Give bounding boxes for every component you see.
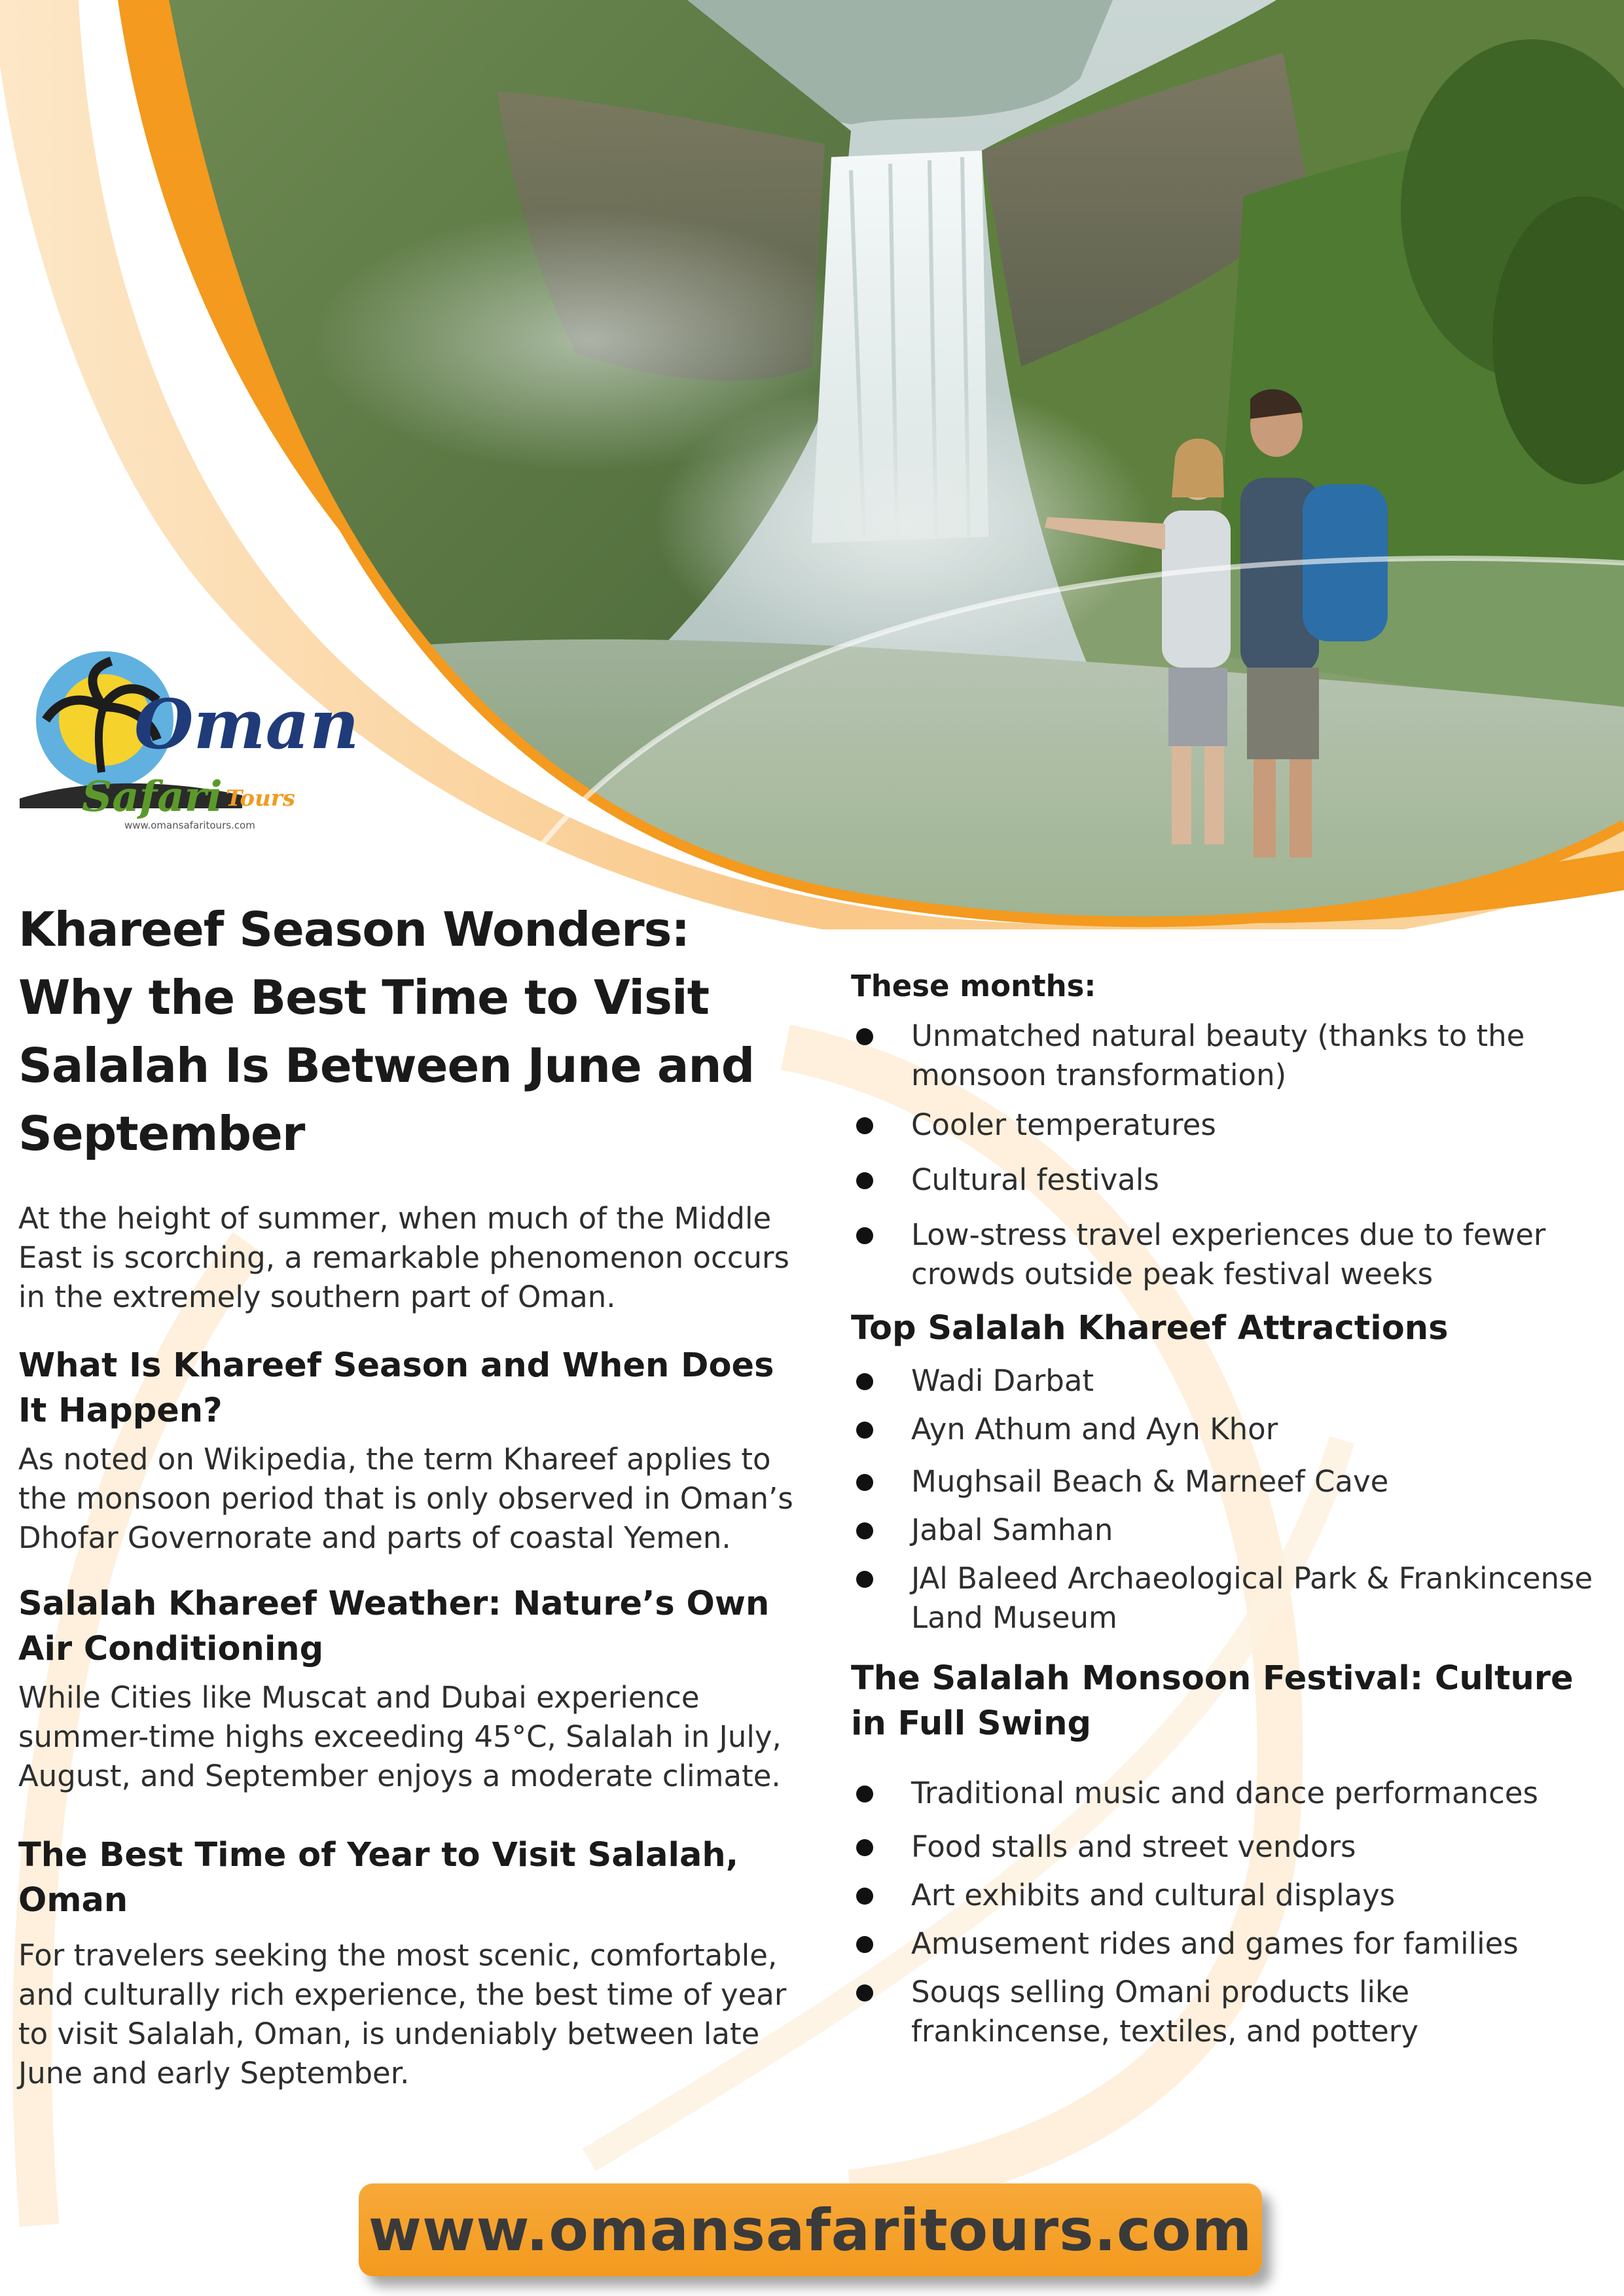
intro-text: At the height of summer, when much of the Middle East is scorching, a remarkable phenomenon occurs in the extremely southern part of Oman.: [18, 1201, 789, 1314]
bullet-icon: [856, 1422, 873, 1439]
section-text-weather: While Cities like Muscat and Dubai experience summer-time highs exceeding 45°C, Salalah in July, August, and September enjoys a moderate climate.: [18, 1680, 782, 1793]
list-item: Food stalls and street vendors: [851, 1827, 1610, 1867]
section-text-best-time: For travelers seeking the most scenic, comfortable, and culturally rich experience, the best time of year to visit Salalah, Oman, is undeniably between late June and early September.: [18, 1938, 787, 2090]
list-item: Mughsail Beach & Marneef Cave: [851, 1462, 1610, 1501]
list-item: Amusement rides and games for families: [851, 1924, 1610, 1964]
logo-word-safari: Safari: [82, 772, 223, 821]
bullet-icon: [856, 1936, 873, 1953]
bullet-icon: [856, 1984, 873, 2001]
list-item: Wadi Darbat: [851, 1361, 1610, 1401]
bullet-icon: [856, 1474, 873, 1491]
website-url-text[interactable]: www.omansafaritours.com: [368, 2196, 1253, 2264]
bullet-icon: [856, 1227, 873, 1244]
bullet-icon: [856, 1172, 873, 1189]
list-item: Souqs selling Omani products like frankincense, textiles, and pottery: [851, 1973, 1610, 2051]
festival-heading: The Salalah Monsoon Festival: Culture in Full Swing: [851, 1659, 1574, 1743]
brand-logo: [20, 648, 359, 844]
list-item: Cooler temperatures: [851, 1105, 1610, 1145]
bullet-icon: [856, 1373, 873, 1390]
list-item: Art exhibits and cultural displays: [851, 1876, 1610, 1915]
list-item: JAl Baleed Archaeological Park & Frankincense Land Museum: [851, 1559, 1610, 1638]
bullet-icon: [856, 1117, 873, 1134]
bullet-icon: [856, 1571, 873, 1588]
list-item: Jabal Samhan: [851, 1511, 1610, 1550]
bullet-icon: [856, 1785, 873, 1803]
attractions-heading: Top Salalah Khareef Attractions: [851, 1309, 1449, 1348]
bullet-icon: [856, 1522, 873, 1539]
list-item: Ayn Athum and Ayn Khor: [851, 1410, 1610, 1449]
section-heading-khareef-season: What Is Khareef Season and When Does It Happen?: [18, 1346, 774, 1430]
right-column: [851, 969, 1610, 2051]
left-column: [18, 895, 804, 2093]
section-text-khareef-season: As noted on Wikipedia, the term Khareef applies to the monsoon period that is only observed in Oman’s Dhofar Governorate and parts of coastal Yemen.: [18, 1442, 793, 1555]
months-list: [851, 1016, 1610, 1294]
logo-url: www.omansafaritours.com: [124, 819, 255, 831]
logo-word-tours: Tours: [226, 785, 295, 812]
logo-word-oman: Oman: [134, 684, 359, 764]
list-item: Unmatched natural beauty (thanks to the monsoon transformation): [851, 1016, 1610, 1095]
section-heading-weather: Salalah Khareef Weather: Nature’s Own Air Conditioning: [18, 1585, 770, 1668]
bullet-icon: [856, 1839, 873, 1856]
section-heading-best-time: The Best Time of Year to Visit Salalah, Oman: [18, 1836, 739, 1920]
months-heading: These months:: [851, 969, 1096, 1003]
list-item: Cultural festivals: [851, 1160, 1610, 1200]
page-title: Khareef Season Wonders: Why the Best Time to Visit Salalah Is Between June and September: [18, 902, 755, 1161]
list-item: Traditional music and dance performances: [851, 1774, 1610, 1813]
attractions-list: [851, 1361, 1610, 1638]
list-item: Low-stress travel experiences due to fewer crowds outside peak festival weeks: [851, 1215, 1610, 1294]
bullet-icon: [856, 1028, 873, 1045]
festival-list: [851, 1774, 1610, 2051]
website-url-banner[interactable]: [359, 2183, 1262, 2276]
bullet-icon: [856, 1888, 873, 1905]
